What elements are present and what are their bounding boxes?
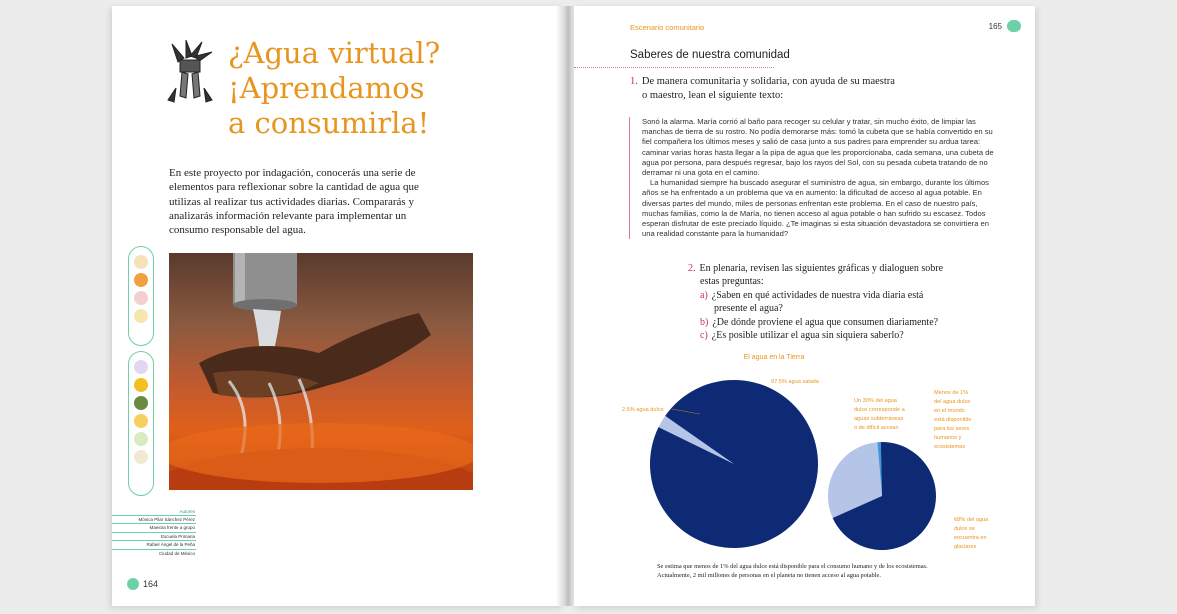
question-text-cont: o maestro, lean el siguiente texto: [642,89,784,101]
title-line-3: a consumirla! [228,106,430,140]
sub-question-letter: a) [700,289,708,301]
author-line: Maestra frente a grupo [112,523,196,531]
page-number-left [127,578,158,590]
sub-question-text: ¿Es posible utilizar el agua sin siquiera saberlo? [711,330,904,342]
question-text: En plenaria, revisen las siguientes gráficas y dialoguen sobre [699,263,944,274]
side-symbol-strip-top [128,246,154,346]
question-text-cont: estas preguntas: [700,276,764,288]
sub-question-letter: c) [700,330,708,342]
symbol-icon [134,309,148,323]
water-pie-charts [614,346,1034,586]
side-symbol-strip-bottom [128,351,154,496]
sub-question-a [688,289,958,302]
pie-slice-2 [650,380,818,548]
small-pie [828,442,936,550]
label-line: ecosistemas [934,444,966,450]
sub-question-text: ¿De dónde proviene el agua que consumen diariamente? [712,316,939,328]
question-1 [630,75,930,102]
label-glaciers [954,517,989,550]
reading-passage [629,117,1001,239]
symbol-icon [134,255,148,269]
sub-question-a-cont: presente el agua? [714,303,783,315]
symbol-icon [134,396,148,410]
label-available [934,390,971,450]
folio-icon [127,578,139,590]
question-2 [688,262,958,342]
folio-badge-icon [1007,20,1021,32]
title-line-1: ¿Agua virtual? [228,36,441,70]
label-line: Menos de 1% [934,390,969,396]
title-line-2: ¡Aprendamos [228,71,425,105]
label-line: Un 30% del agua [854,398,897,404]
reading-paragraph-1: Sonó la alarma. María corrió al baño para recoger su celular y tratar, sin mucho éxito, de limpiar las manchas de tierra de su rostro. No podía demorarse más: tomó la cubeta que se había convertido en su fiel compañera los últimos meses y salió de casa junto a sus padres para emprender su ardua tarea: caminar varias horas hasta llegar a la pipa de agua que les proporcionaba, cada semana, una cubeta de agua por persona, para después regresar, bajo los rayos del Sol, con su pesada cubeta tratando de no derramar ni una gota en el camino. [642,117,994,178]
label-groundwater [854,398,906,431]
section-title: Saberes de nuestra comunidad [630,49,790,61]
pie-label-salt: 97.5% agua salada [771,379,819,385]
chart-title: El agua en la Tierra [743,354,805,361]
right-page [574,6,1035,606]
author-line: Rafael Ángel de la Peña [112,540,196,548]
symbol-icon [134,414,148,428]
running-header: Escenario comunitario [630,23,705,32]
label-line: encuentra en [954,535,987,541]
pie-label-fresh: 2.5% agua dulce [622,407,664,413]
authors-credits [112,508,196,557]
label-line: para los seres [934,426,970,432]
author-line: Escuela Primaria [112,532,196,540]
page-number-text: 165 [988,21,1002,31]
label-line: glaciares [954,544,977,550]
symbol-icon [134,378,148,392]
water-tower-icon [162,38,218,104]
author-line: Ciudad de México [112,549,196,557]
page-number-text: 164 [143,579,159,589]
intro-paragraph: En este proyecto por indagación, conocerás una serie de elementos para reflexionar sobre la cantidad de agua que utilizas al realizar tus actividades diarias. Compararás y analizarás información relevante para implementar un consumo responsable del agua. [169,167,419,237]
page-title [228,36,468,141]
dotted-divider [574,67,774,68]
hands-water-photo [169,253,473,490]
label-line: 68% del agua [954,517,989,523]
symbol-icon [134,450,148,464]
label-line: dulce se [954,526,975,532]
reading-paragraph-2: La humanidad siempre ha buscado asegurar el suministro de agua, sin embargo, durante los últimos años se ha enfrentado a un problema que va en aumento: la dificultad de acceso al agua potable. En diversas partes del mundo, miles de personas enfrentan este problema. En el caso de nuestro país, muchas familias, como la de María, no tienen acceso al agua potable o han sufrido su escasez. Todos esperan disfrutar de este preciado líquido. ¿Te imaginas si esta situación devastadora se convirtiera en una realidad constante para la humanidad? [642,178,989,239]
sub-question-text: ¿Saben en qué actividades de nuestra vida diaria está [711,289,924,301]
label-line: aguas subterráneas [854,416,904,422]
left-page [112,6,563,606]
page-number-right [989,20,1021,32]
symbol-icon [134,273,148,287]
sub-question-b [688,316,958,329]
authors-title: Autores [179,509,195,514]
sub-question-c [688,329,958,342]
big-pie [650,380,818,548]
symbol-icon [134,291,148,305]
label-line: está disponible [934,417,972,423]
label-line: o de difícil acceso [854,425,899,431]
sub-question-letter: b) [700,316,709,328]
label-line: del agua dulce [934,399,971,405]
symbol-icon [134,432,148,446]
question-text: De manera comunitaria y solidaria, con ayuda de su maestra [641,76,895,87]
label-line: en el mundo [934,408,965,414]
symbol-icon [134,360,148,374]
label-line: dulce corresponde a [854,407,905,413]
question-number: 2. [688,263,696,274]
question-number: 1. [630,76,638,87]
author-line: Mónica Pilar Sánchez Pérez [112,515,196,523]
chart-footnote: Se estima que menos de 1% del agua dulce está disponible para el consumo humano y de los ecosistemas. Actualmente, 2 mil millones de personas en el planeta no tienen acceso al agua potable. [657,563,928,579]
label-line: humanos y [934,435,962,441]
